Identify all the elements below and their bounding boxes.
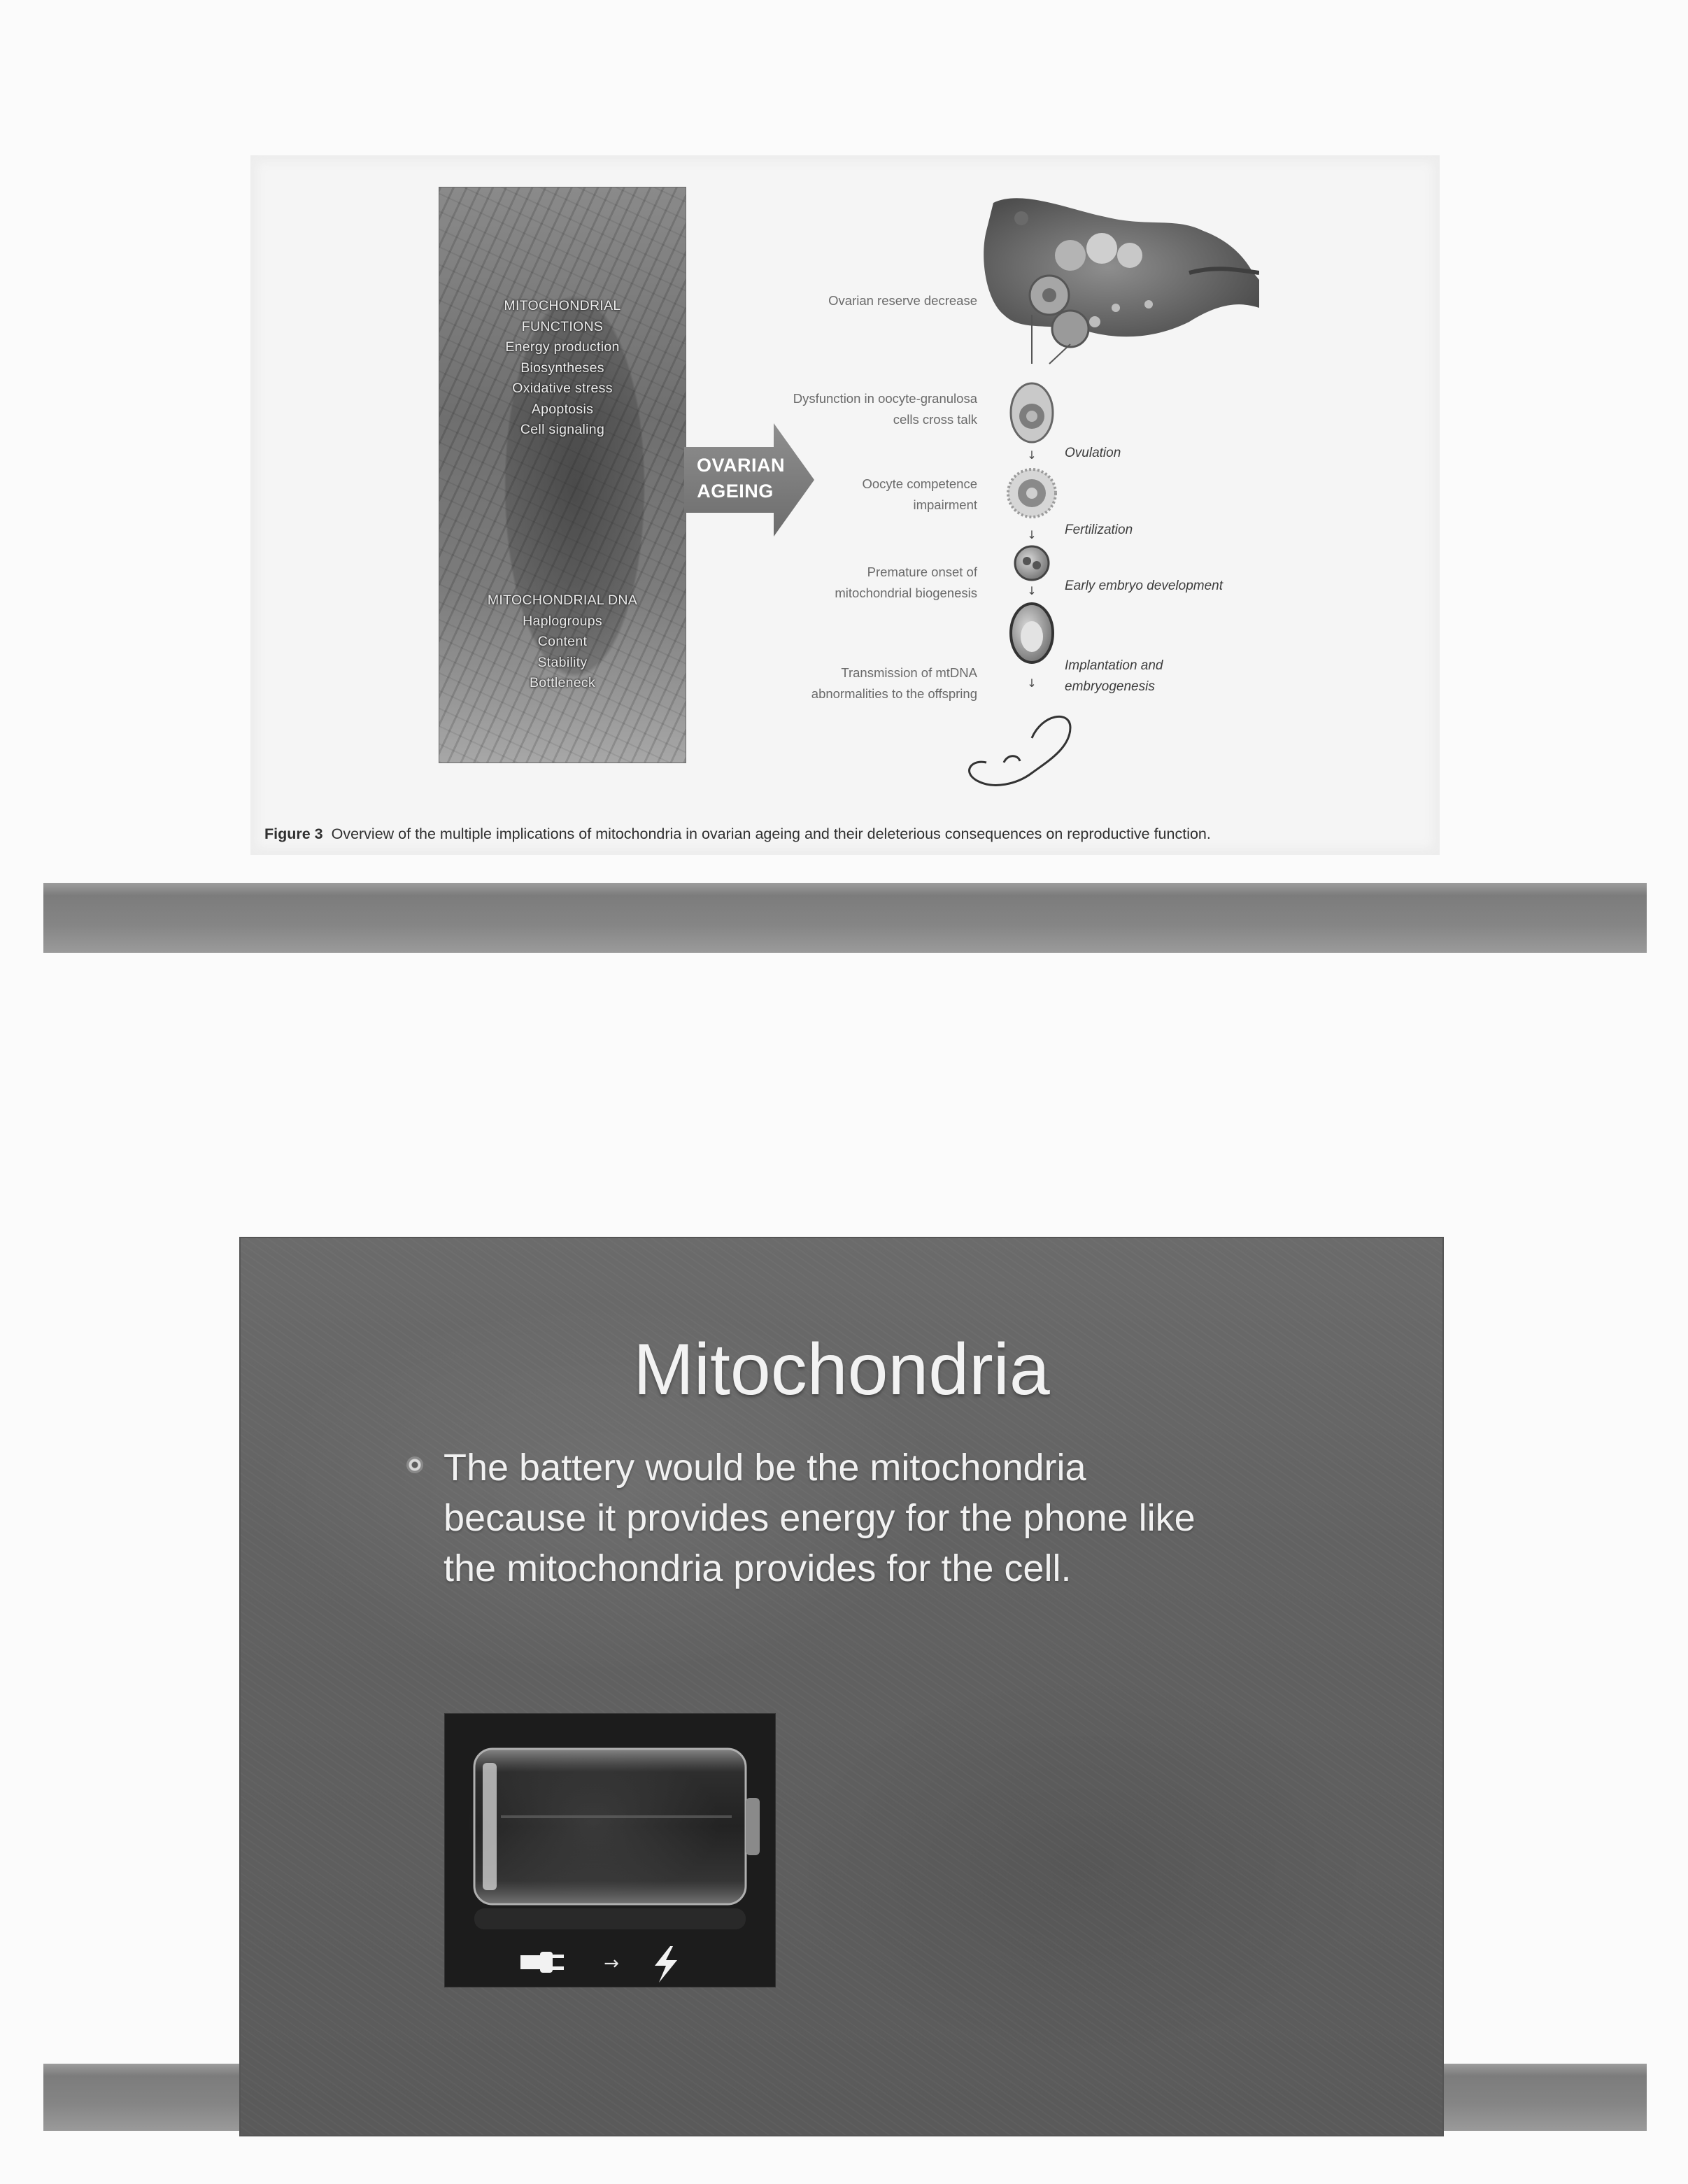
consequence-line: Oocyte competence <box>862 476 977 491</box>
functions-heading-2: FUNCTIONS <box>521 318 604 334</box>
early-embryo-icon <box>1011 604 1053 662</box>
function-item: Apoptosis <box>531 401 594 417</box>
stage-line: Ovulation <box>1065 446 1121 460</box>
battery-image <box>445 1714 775 1987</box>
consequence-line: Ovarian reserve decrease <box>828 293 977 308</box>
zygote-icon <box>1015 546 1049 580</box>
stage-fertilization <box>1065 520 1133 541</box>
mitochondrial-dna-text <box>439 590 686 694</box>
bullet-line: the mitochondria provides for the cell. <box>444 1547 1072 1589</box>
consequence-line: Premature onset of <box>867 565 977 579</box>
gray-band-top <box>43 883 1647 953</box>
consequence-line: mitochondrial biogenesis <box>835 586 977 600</box>
ovarian-ageing-arrow <box>684 423 814 537</box>
stage-line: Early embryo development <box>1065 579 1223 593</box>
function-item: Energy production <box>505 339 620 355</box>
stage-early-embryo <box>1065 576 1223 597</box>
consequence-line: abnormalities to the offspring <box>811 686 977 701</box>
stage-line: embryogenesis <box>1065 679 1155 694</box>
figure-caption-label: Figure 3 <box>264 825 323 842</box>
fetus-icon <box>970 716 1070 785</box>
oocyte-follicle-icon <box>1011 383 1053 442</box>
ovary-icon <box>984 198 1259 347</box>
consequence-cross-talk <box>793 388 977 430</box>
slide-bullet-text <box>444 1442 1353 1594</box>
mitochondrion-micrograph <box>439 187 686 763</box>
consequence-oocyte-competence <box>862 474 977 516</box>
consequence-line: Dysfunction in oocyte-granulosa <box>793 391 977 406</box>
ovulated-oocyte-icon <box>1008 469 1056 517</box>
svg-text:↓: ↓ <box>1027 448 1037 462</box>
arrow-right-icon: → <box>604 1953 619 1974</box>
svg-text:↓: ↓ <box>1027 584 1037 597</box>
consequence-line: Transmission of mtDNA <box>841 665 977 680</box>
figure-3-panel <box>250 155 1440 855</box>
svg-text:↓: ↓ <box>1027 676 1037 690</box>
battery-icon <box>445 1714 775 1987</box>
dna-item: Content <box>537 634 588 649</box>
dna-heading: MITOCHONDRIAL DNA <box>487 593 638 608</box>
reproductive-stages-illustration <box>965 189 1259 804</box>
svg-text:↓: ↓ <box>1027 528 1037 541</box>
consequence-mtdna-transmission <box>811 662 977 704</box>
consequence-ovarian-reserve <box>828 290 977 311</box>
function-item: Cell signaling <box>520 422 605 437</box>
consequence-biogenesis <box>835 562 977 604</box>
bullet-line: because it provides energy for the phone like <box>444 1497 1196 1539</box>
figure-caption <box>264 825 1211 843</box>
stage-line: Implantation and <box>1065 658 1163 673</box>
lightning-bolt-icon <box>655 1946 677 1983</box>
arrow-label-line: AGEING <box>697 481 774 502</box>
bullet-icon <box>406 1456 423 1473</box>
stage-implantation <box>1065 655 1163 697</box>
functions-heading-1: MITOCHONDRIAL <box>504 298 621 313</box>
dna-item: Stability <box>537 654 588 670</box>
stage-ovulation <box>1065 443 1121 464</box>
arrow-label-line: OVARIAN <box>697 455 786 476</box>
dna-item: Bottleneck <box>529 675 596 690</box>
slide-title: Mitochondria <box>633 1329 1050 1410</box>
consequence-line: cells cross talk <box>893 412 977 427</box>
bullet-line: The battery would be the mitochondria <box>444 1447 1086 1489</box>
consequence-line: impairment <box>913 497 977 512</box>
mitochondria-slide <box>241 1238 1442 2135</box>
function-item: Oxidative stress <box>512 381 613 396</box>
function-item: Biosyntheses <box>520 360 604 376</box>
plug-icon <box>520 1952 564 1973</box>
dna-item: Haplogroups <box>523 613 602 629</box>
arrow-label <box>697 453 786 504</box>
stage-line: Fertilization <box>1065 523 1133 537</box>
figure-caption-text: Overview of the multiple implications of mitochondria in ovarian ageing and their deleterious consequences on reproductive function. <box>331 825 1211 842</box>
mitochondrial-functions-text <box>439 296 686 441</box>
